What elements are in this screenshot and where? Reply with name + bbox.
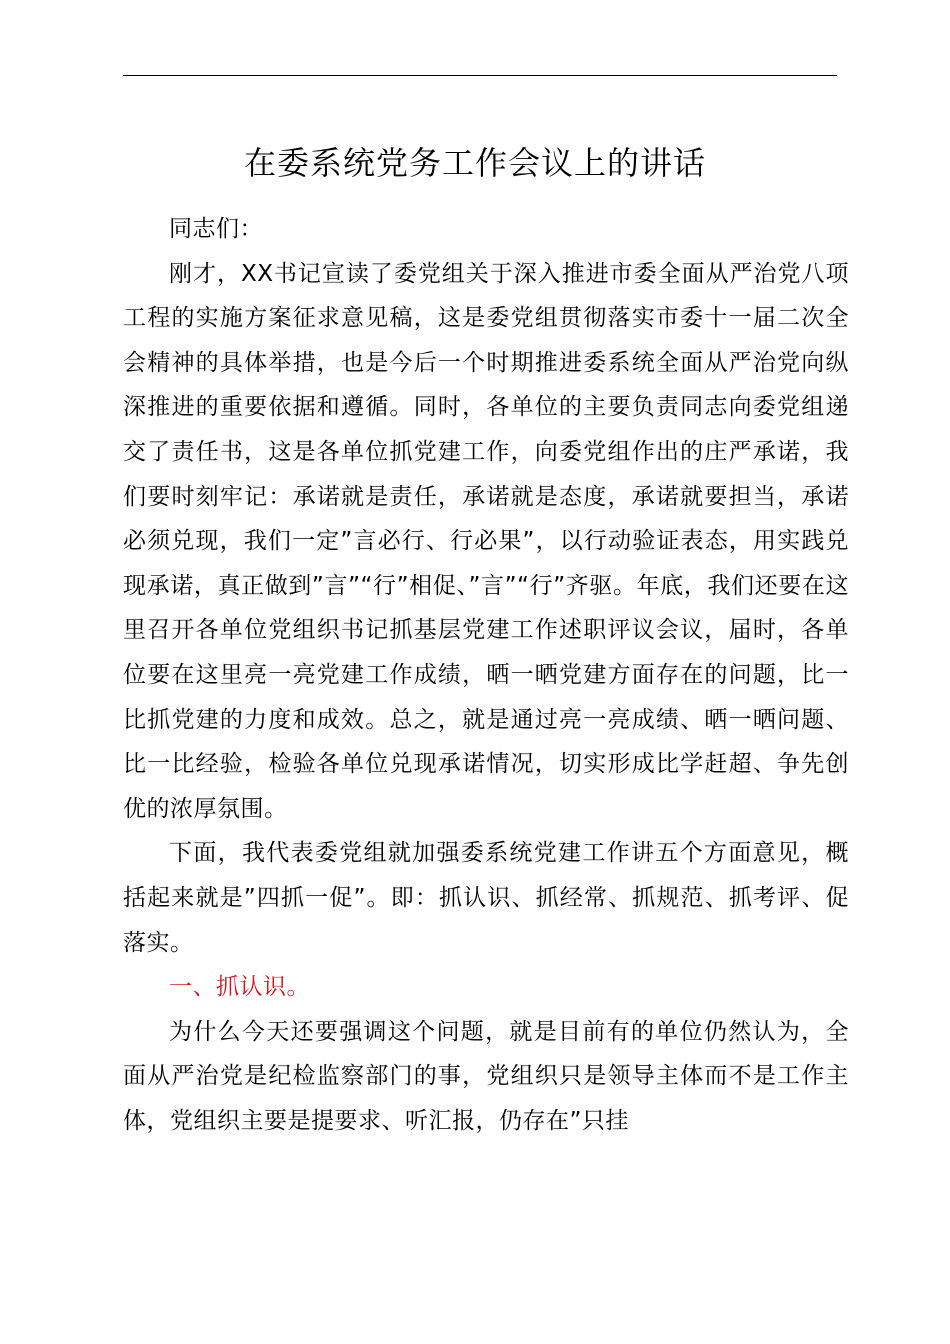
salutation: 同志们： (169, 216, 263, 242)
paragraph-outline: 下面，我代表委党组就加强委系统党建工作讲五个方面意见，概括起来就是”四抓一促”。即：抓认识、抓经常、抓规范、抓考评、促落实。 (123, 840, 849, 956)
document-body (123, 207, 849, 1143)
paragraph-section-one: 为什么今天还要强调这个问题，就是目前有的单位仍然认为，全面从严治党是纪检监察部门的事，党组织只是领导主体而不是工作主体，党组织主要是提要求、听汇报，仍存在”只挂 (123, 1018, 849, 1134)
header-rule (123, 75, 837, 76)
section-heading: 一、抓认识。 (169, 974, 310, 1001)
document-title: 在委系统党务工作会议上的讲话 (243, 144, 706, 182)
paragraph-opening: 刚才，XX书记宣读了委党组关于深入推进市委全面从严治党八项工程的实施方案征求意见稿，这是委党组贯彻落实市委十一届二次全会精神的具体举措，也是今后一个时期推进委系统全面从严治党向纵深推进的重要依据和遵循。同时，各单位的主要负责同志向委党组递交了责任书，这是各单位抓党建工作，向委党组作出的庄严承诺，我们要时刻牢记：承诺就是责任，承诺就是态度，承诺就要担当，承诺必须兑现，我们一定”言必行、行必果”，以行动验证表态，用实践兑现承诺，真正做到”言”“行”相促、”言”“行”齐驱。年底，我们还要在这里召开各单位党组织书记抓基层党建工作述职评议会议，届时，各单位要在这里亮一亮党建工作成绩，晒一晒党建方面存在的问题，比一比抓党建的力度和成效。总之，就是通过亮一亮成绩、晒一晒问题、比一比经验，检验各单位兑现承诺情况，切实形成比学赶超、争先创优的浓厚氛围。 (123, 260, 849, 822)
